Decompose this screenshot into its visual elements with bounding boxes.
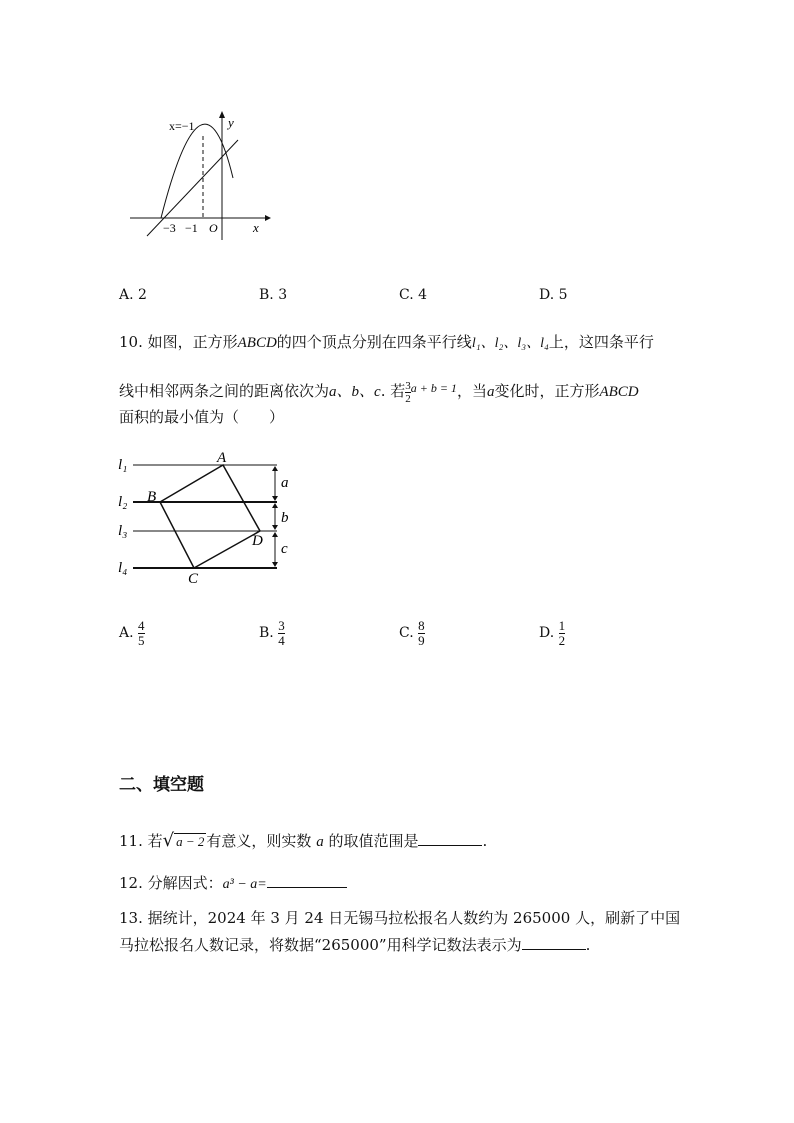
q11 <box>119 830 487 852</box>
square-abcd <box>160 465 260 568</box>
vertex-d: D <box>252 533 263 549</box>
q10-option-a[interactable] <box>119 617 145 649</box>
label-l4: l₄ <box>118 560 128 576</box>
option-fraction: $\frac{1}{2}$ <box>558 617 566 648</box>
distance-vars: a、b、c <box>329 384 381 400</box>
label-dist-a: a <box>281 475 289 491</box>
sqrt-symbol: √ <box>162 830 175 851</box>
q11-prefix: 11. 若 <box>119 832 163 850</box>
square-name: ABCD <box>237 335 277 351</box>
parabola-line-graph <box>125 108 275 248</box>
option-letter: A. <box>119 625 134 641</box>
label-l2: l₂ <box>118 494 128 510</box>
q13-text: 马拉松报名人数记录，将数据“265000”用科学记数法表示为 <box>119 936 522 954</box>
q10-text: . 若 <box>380 382 406 400</box>
arrowhead <box>272 525 278 530</box>
tick-neg3: −3 <box>163 221 176 235</box>
option-fraction: $\frac{3}{4}$ <box>278 617 285 648</box>
option-letter: C. <box>399 625 414 641</box>
label-dist-c: c <box>281 541 288 557</box>
x-axis-arrow <box>265 215 271 221</box>
q12-expr: a³ − a= <box>222 877 267 892</box>
q10-option-d[interactable] <box>539 617 565 649</box>
x-axis-label: x <box>253 220 259 235</box>
arrowhead <box>272 503 278 508</box>
q13-answer-blank[interactable] <box>522 934 586 950</box>
square-parallel-lines-figure <box>115 448 295 588</box>
q10-text: 的四个顶点分别在四条平行线 <box>276 333 472 351</box>
q11-mid: 有意义，则实数 <box>206 832 312 850</box>
q12-answer-blank[interactable] <box>267 872 347 888</box>
arrowhead <box>272 532 278 537</box>
q13-end: . <box>585 936 591 954</box>
arrowhead <box>272 466 278 471</box>
q10-text: 上，这四条平行 <box>548 333 654 351</box>
q9-option-c[interactable]: C. 4 <box>399 287 428 303</box>
vertex-a: A <box>217 450 227 466</box>
vertex-b: B <box>147 489 157 505</box>
parallel-lines: l₁、l₂、l₃、l₄ <box>471 336 549 351</box>
q11-answer-blank[interactable] <box>418 830 482 846</box>
x-eq-label: x=−1 <box>169 119 195 133</box>
q13-line-2 <box>119 934 590 955</box>
option-fraction: $\frac{4}{5}$ <box>138 617 145 648</box>
q9-option-d[interactable]: D. 5 <box>539 287 568 303</box>
label-l3: l₃ <box>118 523 128 539</box>
q10-line-2 <box>119 372 639 404</box>
q12-prefix: 12. 分解因式： <box>119 874 223 892</box>
q10-option-c[interactable] <box>399 617 425 649</box>
q11-var: a <box>316 834 324 850</box>
sqrt-radicand: a − 2 <box>176 834 205 849</box>
origin-label: O <box>209 221 218 235</box>
q10-text: ，当 <box>456 382 487 400</box>
y-axis-arrow <box>219 111 225 118</box>
q10-line-1 <box>119 332 654 354</box>
condition-expr: a + b = 1 <box>410 381 457 395</box>
label-l1: l₁ <box>118 457 128 473</box>
arrowhead <box>272 562 278 567</box>
arrowhead <box>272 496 278 501</box>
q11-end: . <box>482 832 488 850</box>
square-name: ABCD <box>599 384 639 400</box>
q10-option-b[interactable] <box>259 617 285 649</box>
q9-option-a[interactable]: A. 2 <box>119 287 147 303</box>
label-dist-b: b <box>281 510 289 526</box>
section-title-fill-in: 二、填空题 <box>119 775 204 795</box>
tick-neg1: −1 <box>185 221 198 235</box>
var-a: a <box>486 384 495 400</box>
vertex-c: C <box>188 571 199 587</box>
y-axis-label: y <box>228 115 234 130</box>
q10-text: 线中相邻两条之间的距离依次为 <box>119 382 330 400</box>
option-letter: D. <box>539 625 555 641</box>
q10-line-3: 面积的最小值为（ ） <box>119 408 285 426</box>
q9-option-b[interactable]: B. 3 <box>259 287 288 303</box>
q13-line-1: 13. 据统计，2024 年 3 月 24 日无锡马拉松报名人数约为 265000 人，刷新了中国 <box>119 909 681 927</box>
option-fraction: $\frac{8}{9}$ <box>418 617 425 648</box>
q12 <box>119 872 347 895</box>
fraction-three-halves: $\frac{3}{2}$ <box>405 379 411 405</box>
q10-text: 10. 如图，正方形 <box>119 333 238 351</box>
q10-text: 变化时，正方形 <box>494 382 600 400</box>
q11-suffix: 的取值范围是 <box>328 832 419 850</box>
option-letter: B. <box>259 625 274 641</box>
